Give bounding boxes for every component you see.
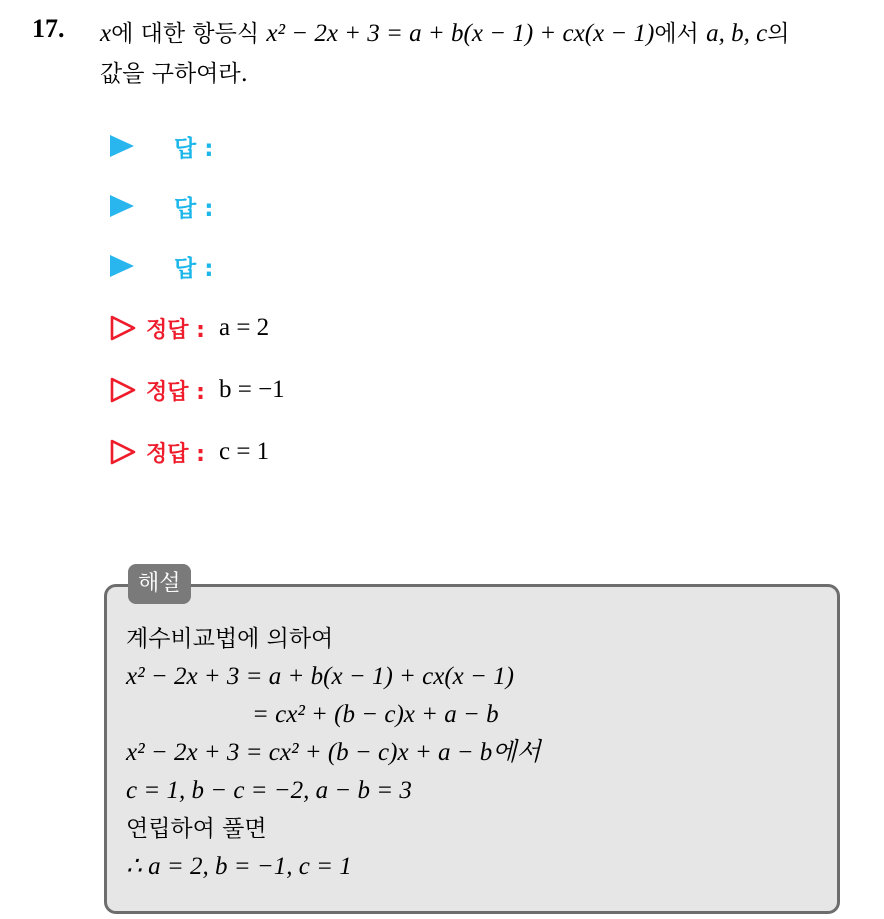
solution-value: b = −1 <box>218 376 285 403</box>
solution-row <box>110 308 269 348</box>
question-equation: x² − 2x + 3 = a + b(x − 1) + cx(x − 1) <box>266 20 655 47</box>
triangle-outline-icon <box>110 377 136 403</box>
solution-row <box>110 432 269 472</box>
explanation-line: x² − 2x + 3 = a + b(x − 1) + cx(x − 1) <box>126 663 514 690</box>
answer-label: 답 : <box>174 195 214 222</box>
solution-label: 정답 : <box>146 317 205 343</box>
question-text <box>100 14 870 94</box>
explanation-line: c = 1, b − c = −2, a − b = 3 <box>126 777 412 804</box>
explanation-line: 연립하여 풀면 <box>126 816 267 842</box>
question-vars: a, b, c <box>706 20 768 47</box>
triangle-outline-icon <box>110 315 136 341</box>
triangle-outline-icon <box>110 439 136 465</box>
solution-value: c = 1 <box>218 438 270 465</box>
play-icon <box>110 195 134 217</box>
question-text-b: 에서 <box>654 21 707 47</box>
answer-row[interactable] <box>110 186 213 226</box>
solution-value: a = 2 <box>218 314 270 341</box>
explanation-line: 계수비교법에 의하여 <box>126 626 334 652</box>
question-line-1 <box>100 14 870 54</box>
solution-row <box>110 370 285 410</box>
play-icon <box>110 255 134 277</box>
answer-label: 답 : <box>174 135 214 162</box>
explanation-tag: 해설 <box>128 564 191 604</box>
solution-label: 정답 : <box>146 441 205 467</box>
play-icon <box>110 135 134 157</box>
question-line-2: 값을 구하여라. <box>100 61 248 87</box>
answer-row[interactable] <box>110 246 213 286</box>
answer-row[interactable] <box>110 126 213 166</box>
explanation-line: ∴ a = 2, b = −1, c = 1 <box>126 853 352 880</box>
explanation-line: x² − 2x + 3 = cx² + (b − c)x + a − b에서 <box>126 739 541 766</box>
answer-label: 답 : <box>174 255 214 282</box>
question-var: x <box>100 20 112 47</box>
solution-label: 정답 : <box>146 379 205 405</box>
explanation-line: = cx² + (b − c)x + a − b <box>252 701 499 728</box>
question-text-c: 의 <box>767 21 790 47</box>
question-text-a: 에 대한 항등식 <box>111 21 267 47</box>
problem-number: 17. <box>32 14 65 43</box>
explanation-body <box>126 620 541 886</box>
